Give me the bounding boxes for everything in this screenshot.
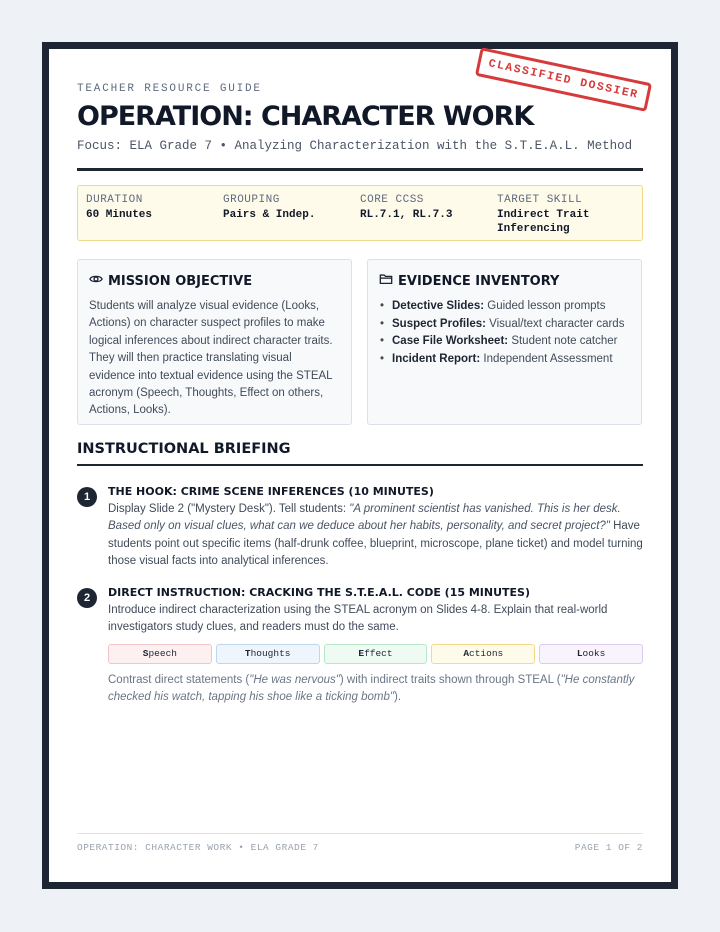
evidence-inventory-heading <box>379 272 630 290</box>
step-text-part: Display Slide 2 ("Mystery Desk"). Tell students: <box>108 503 350 515</box>
contrast-part: Contrast direct statements ( <box>108 673 250 686</box>
contrast-part: ). <box>394 691 402 704</box>
meta-core-ccss <box>360 194 497 232</box>
document-page <box>49 49 671 882</box>
contrast-note <box>108 672 643 707</box>
page-title: OPERATION: CHARACTER WORK <box>77 101 534 132</box>
footer-title: OPERATION: CHARACTER WORK • ELA GRADE 7 <box>77 842 319 853</box>
step-text-part: Have students point out specific items (half-drunk coffee, blueprint, microscope, plane ticket) and model turning those visual facts into analytical inferences. <box>108 520 643 568</box>
lesson-meta-bar <box>77 185 643 241</box>
item-term: Case File Worksheet: <box>392 335 509 348</box>
chip-letter: T <box>244 648 251 660</box>
step-quote: "A prominent scientist has vanished. This is her desk. Based only on visual clues, what can we deduce about her habits, personality, and secret project?" <box>108 503 621 533</box>
page-number: PAGE 1 OF 2 <box>574 842 643 853</box>
footer-divider <box>77 833 643 834</box>
mission-objective-title: MISSION OBJECTIVE <box>108 273 253 289</box>
meta-label: CORE CCSS <box>360 194 424 206</box>
step-number-badge: 2 <box>77 588 97 608</box>
briefing-heading: INSTRUCTIONAL BRIEFING <box>77 441 291 457</box>
meta-value: RL.7.1, RL.7.3 <box>360 209 453 221</box>
contrast-part: ) with indirect traits shown through STEAL ( <box>339 673 561 686</box>
meta-value: Indirect Trait Inferencing <box>497 209 590 235</box>
step-number-badge: 1 <box>77 487 97 507</box>
step-title: DIRECT INSTRUCTION: CRACKING THE S.T.E.A.L. CODE (15 MINUTES) <box>108 586 530 599</box>
item-desc: Student note catcher <box>511 335 618 348</box>
evidence-list <box>379 298 630 368</box>
steal-chip-effect <box>324 644 428 664</box>
chip-rest: peech <box>148 648 177 660</box>
step-text <box>108 501 643 571</box>
chip-letter: A <box>463 648 470 660</box>
chip-rest: ffect <box>364 648 393 660</box>
contrast-quote: "He constantly checked his watch, tapping his shoe like a ticking bomb" <box>108 673 635 704</box>
classified-stamp: CLASSIFIED DOSSIER <box>475 47 652 112</box>
folder-icon <box>379 272 393 290</box>
meta-label: TARGET SKILL <box>497 194 583 206</box>
mission-objective-text: Students will analyze visual evidence (Looks, Actions) on character suspect profiles to make logical inferences about indirect character traits. They will then practice translating visual evidence into textual evidence using the STEAL acronym (Speech, Thoughts, Effect on others, Actions, Looks). <box>89 300 333 417</box>
document-frame <box>42 42 678 889</box>
list-item <box>379 316 630 334</box>
list-item <box>379 333 630 351</box>
meta-value: 60 Minutes <box>86 209 153 221</box>
item-term: Incident Report: <box>392 352 481 365</box>
chip-letter: E <box>358 648 365 660</box>
meta-duration <box>86 194 223 232</box>
item-desc: Visual/text character cards <box>489 317 625 330</box>
document-kicker: TEACHER RESOURCE GUIDE <box>77 83 262 95</box>
list-item <box>379 351 630 369</box>
briefing-step-1 <box>77 485 643 571</box>
title-divider <box>77 168 643 171</box>
steal-chip-thoughts <box>216 644 320 664</box>
evidence-inventory-title: EVIDENCE INVENTORY <box>398 273 560 289</box>
list-item <box>379 298 630 316</box>
meta-value: Pairs & Indep. <box>223 209 316 221</box>
page-subtitle: Focus: ELA Grade 7 • Analyzing Characterization with the S.T.E.A.L. Method <box>77 139 633 153</box>
item-desc: Guided lesson prompts <box>487 300 606 312</box>
item-term: Suspect Profiles: <box>392 317 486 330</box>
contrast-quote: "He was nervous" <box>249 673 340 686</box>
meta-target-skill <box>497 194 634 235</box>
chip-letter: S <box>142 648 149 660</box>
mission-objective-heading <box>89 272 340 290</box>
briefing-step-2 <box>77 586 643 707</box>
meta-grouping <box>223 194 360 232</box>
item-term: Detective Slides: <box>392 300 485 312</box>
chip-rest: ctions <box>469 648 504 660</box>
evidence-inventory-card <box>367 259 642 425</box>
item-desc: Independent Assessment <box>483 352 613 365</box>
chip-rest: ooks <box>582 648 606 660</box>
steal-chip-speech <box>108 644 212 664</box>
meta-label: DURATION <box>86 194 143 206</box>
chip-rest: houghts <box>250 648 291 660</box>
steal-acronym-row <box>108 644 643 664</box>
chip-letter: L <box>576 648 583 660</box>
page-footer <box>77 842 643 853</box>
step-title: THE HOOK: CRIME SCENE INFERENCES (10 MINUTES) <box>108 485 434 498</box>
meta-label: GROUPING <box>223 194 280 206</box>
steal-chip-looks <box>539 644 643 664</box>
eye-icon <box>89 272 103 290</box>
steal-chip-actions <box>431 644 535 664</box>
briefing-divider <box>77 464 643 466</box>
step-text: Introduce indirect characterization using the STEAL acronym on Slides 4-8. Explain that real-world investigators study clues, and readers must do the same. <box>108 604 608 634</box>
mission-objective-card <box>77 259 352 425</box>
